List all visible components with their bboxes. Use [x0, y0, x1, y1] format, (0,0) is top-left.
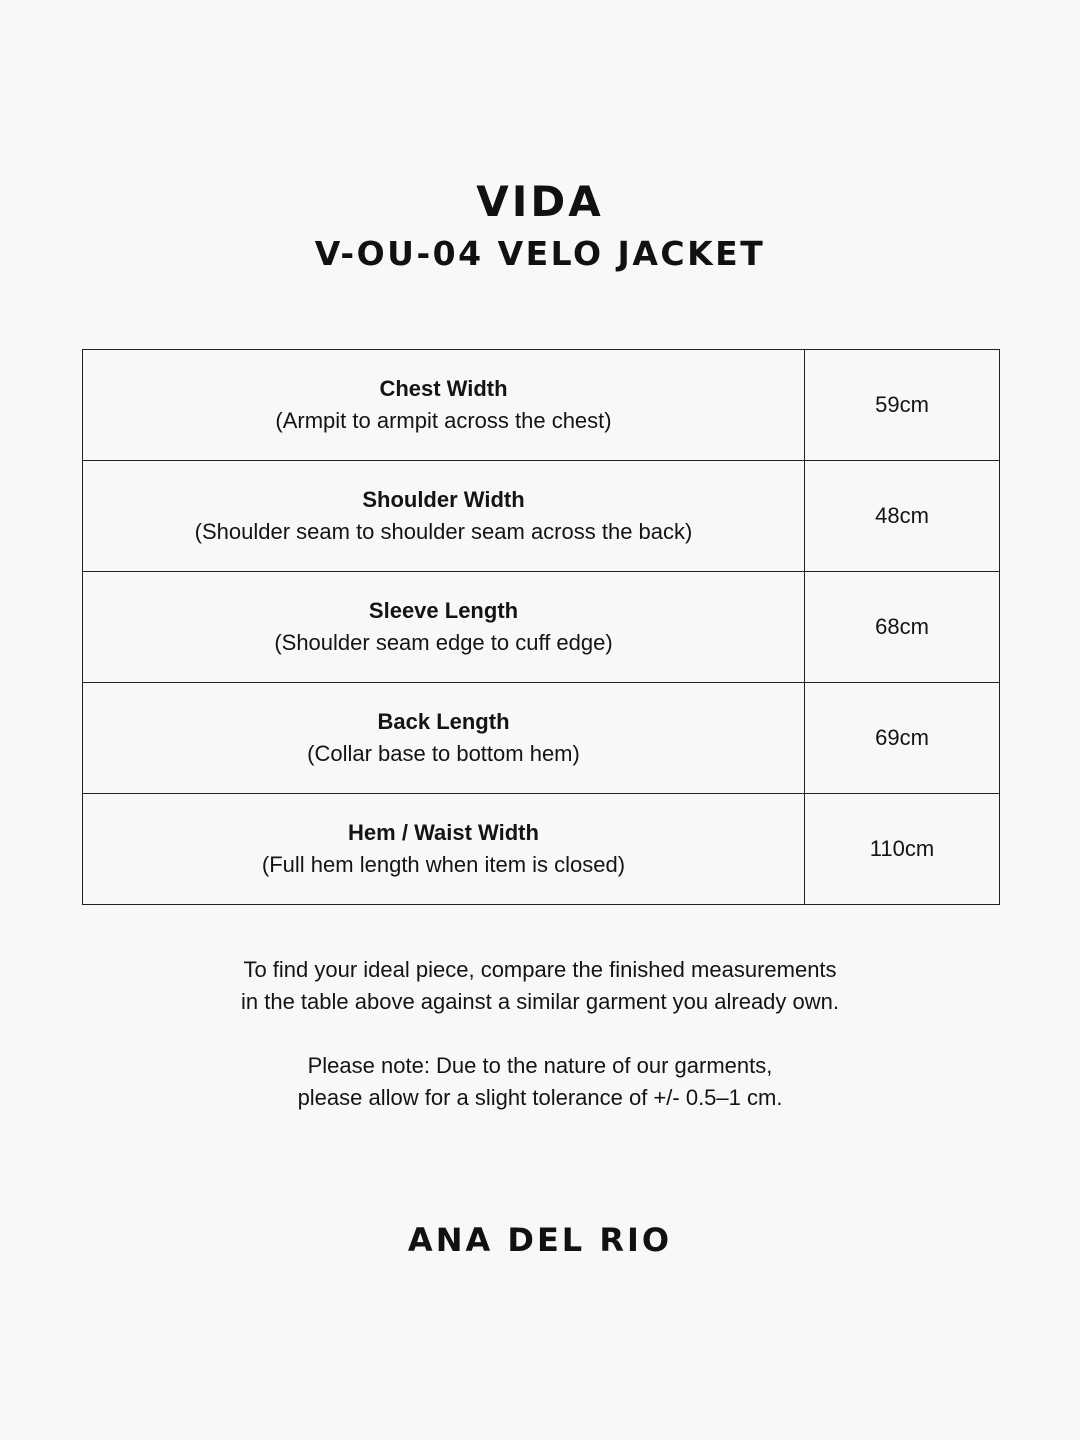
table-row — [83, 794, 1000, 905]
fit-note-line: in the table above against a similar garment you already own. — [240, 989, 839, 1014]
measurement-value: 68cm — [805, 572, 1000, 683]
measurement-value: 59cm — [805, 350, 1000, 461]
brand-title: VIDA — [476, 177, 604, 226]
measurement-name: Chest Width — [379, 376, 508, 401]
product-title: V-OU-04 VELO JACKET — [314, 234, 766, 273]
measurement-name: Back Length — [377, 709, 510, 734]
measurement-description: (Shoulder seam to shoulder seam across the back) — [194, 519, 693, 544]
measurement-name: Shoulder Width — [362, 487, 525, 512]
size-chart-table — [82, 349, 1000, 905]
measurement-name: Sleeve Length — [368, 598, 519, 623]
measurement-label-cell — [83, 794, 805, 905]
measurement-label-cell — [83, 350, 805, 461]
table-row — [83, 572, 1000, 683]
measurement-description: (Shoulder seam edge to cuff edge) — [274, 630, 613, 655]
measurement-label-cell — [83, 683, 805, 794]
measurement-value: 110cm — [805, 794, 1000, 905]
table-row — [83, 683, 1000, 794]
measurement-description: (Collar base to bottom hem) — [307, 741, 580, 766]
fit-note-line: To find your ideal piece, compare the finished measurements — [243, 957, 837, 982]
measurement-label-cell — [83, 461, 805, 572]
measurement-value: 48cm — [805, 461, 1000, 572]
footer-brand-logo: ANA DEL RIO — [407, 1221, 673, 1259]
measurement-value: 69cm — [805, 683, 1000, 794]
measurement-description: (Full hem length when item is closed) — [261, 852, 626, 877]
table-row — [83, 350, 1000, 461]
tolerance-note-line: please allow for a slight tolerance of +/- 0.5–1 cm. — [297, 1085, 783, 1110]
tolerance-note-line: Please note: Due to the nature of our garments, — [307, 1053, 773, 1078]
fit-notes — [0, 954, 1080, 1114]
table-row — [83, 461, 1000, 572]
measurement-label-cell — [83, 572, 805, 683]
measurement-name: Hem / Waist Width — [348, 820, 539, 845]
measurement-description: (Armpit to armpit across the chest) — [275, 408, 612, 433]
